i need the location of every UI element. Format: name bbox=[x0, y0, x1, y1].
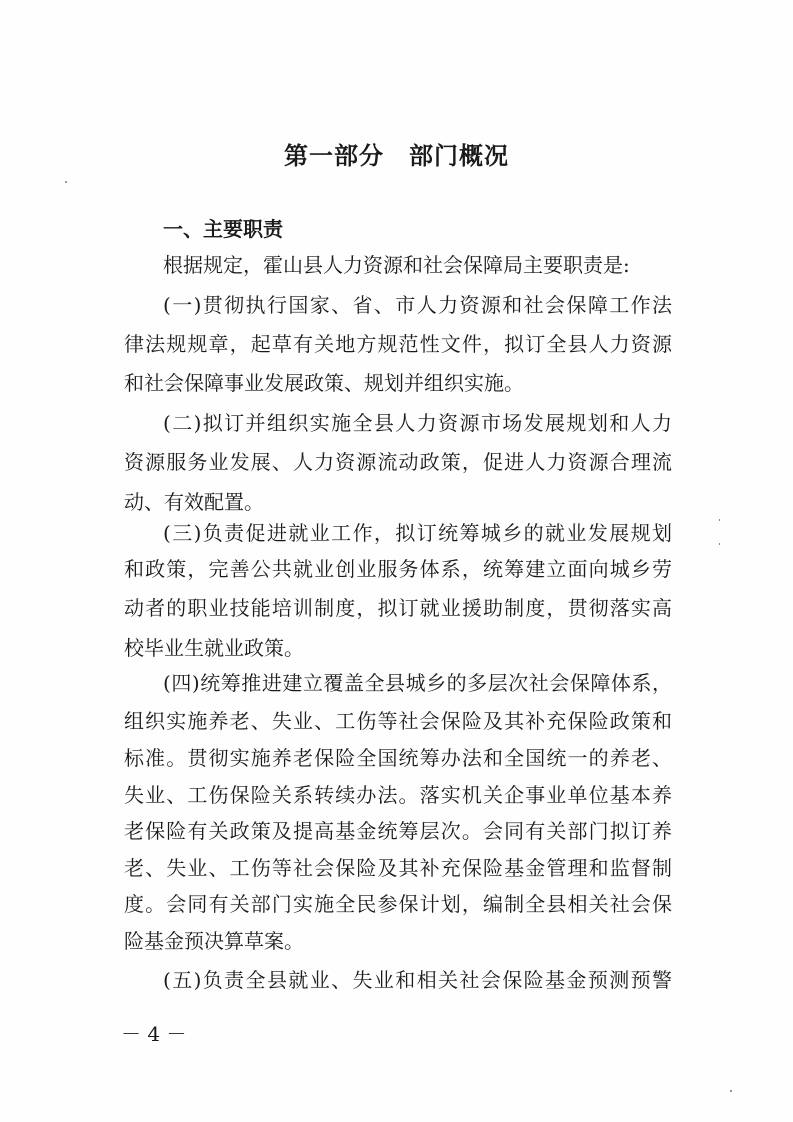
body-line: 校毕业生就业政策。 bbox=[124, 636, 304, 660]
scan-speck bbox=[719, 519, 720, 521]
body-line: 律法规规章，起草有关地方规范性文件，拟订全县人力资源 bbox=[124, 332, 672, 356]
scan-speck bbox=[730, 1090, 732, 1092]
body-line: (三)负责促进就业工作，拟订统筹城乡的就业发展规划 bbox=[163, 521, 672, 545]
body-line: 组织实施养老、失业、工伤等社会保险及其补充保险政策和 bbox=[124, 709, 672, 733]
body-line: 动、有效配置。 bbox=[124, 490, 264, 514]
body-line: 老保险有关政策及提高基金统筹层次。会同有关部门拟订养 bbox=[124, 819, 672, 843]
body-line: (二)拟订并组织实施全县人力资源市场发展规划和人力 bbox=[163, 411, 672, 435]
section-heading: 一、主要职责 bbox=[163, 217, 283, 241]
body-line: 和社会保障事业发展政策、规划并组织实施。 bbox=[124, 371, 524, 395]
scan-speck bbox=[65, 181, 67, 183]
body-line: (四)统筹推进建立覆盖全县城乡的多层次社会保障体系， bbox=[163, 671, 672, 695]
body-line: 根据规定，霍山县人力资源和社会保障局主要职责是: bbox=[163, 253, 630, 277]
body-line: 资源服务业发展、人力资源流动政策，促进人力资源合理流 bbox=[124, 450, 672, 474]
body-line: 老、失业、工伤等社会保险及其补充保险基金管理和监督制 bbox=[124, 856, 672, 880]
page-number: － 4 － bbox=[121, 1022, 187, 1046]
body-line: 动者的职业技能培训制度，拟订就业援助制度，贯彻落实高 bbox=[124, 596, 672, 620]
scan-speck bbox=[719, 543, 720, 545]
page-title: 第一部分 部门概况 bbox=[284, 142, 509, 170]
body-line: 和政策，完善公共就业创业服务体系，统筹建立面向城乡劳 bbox=[124, 557, 672, 581]
body-line: 度。会同有关部门实施全民参保计划，编制全县相关社会保 bbox=[124, 892, 672, 916]
body-line: 险基金预决算草案。 bbox=[124, 929, 304, 953]
body-line: 失业、工伤保险关系转续办法。落实机关企事业单位基本养 bbox=[124, 783, 672, 807]
body-line: 标准。贯彻实施养老保险全国统筹办法和全国统一的养老、 bbox=[124, 746, 672, 770]
body-line: (一)贯彻执行国家、省、市人力资源和社会保障工作法 bbox=[163, 293, 672, 317]
body-line: (五)负责全县就业、失业和相关社会保险基金预测预警 bbox=[163, 968, 672, 992]
